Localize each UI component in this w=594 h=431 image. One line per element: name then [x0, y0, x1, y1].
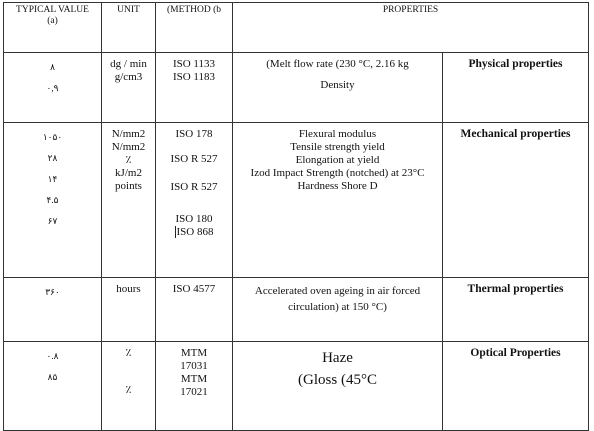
table-row [4, 53, 589, 123]
method: MTM 17031 [180, 347, 208, 372]
typical-value: ۰.۸ [46, 351, 59, 361]
typical-value: ۱۴ [47, 174, 58, 184]
typical-value: ۸۵ [47, 372, 58, 382]
units-cell [102, 342, 156, 431]
property: Hardness Shore D [297, 180, 378, 192]
header-typical-value-label: TYPICAL VALUE [16, 5, 89, 15]
method: ISO R 527 [170, 153, 218, 165]
property: Haze [322, 350, 353, 366]
typical-value: ۸ [50, 62, 55, 72]
methods-cell [156, 342, 233, 431]
methods-cell [156, 123, 233, 278]
units-cell [102, 123, 156, 278]
unit: dg / min [110, 58, 147, 70]
methods-cell [156, 53, 233, 123]
unit: g/cm3 [114, 71, 143, 83]
category-thermal: Thermal properties [443, 278, 589, 342]
typical-value: ۱۰۵۰ [42, 132, 63, 142]
properties-cell [233, 53, 443, 123]
category-optical: Optical Properties [443, 342, 589, 431]
method: ISO 868 [176, 226, 214, 238]
unit: hours [116, 283, 141, 295]
property: Tensile strength yield [290, 141, 385, 153]
typical-value: ۲۸ [47, 153, 58, 163]
unit: points [115, 180, 142, 192]
units-cell [102, 53, 156, 123]
unit: ٪ [125, 347, 132, 359]
method [156, 226, 232, 239]
properties-cell [233, 278, 443, 342]
category-physical: Physical properties [443, 53, 589, 123]
category-mechanical: Mechanical properties [443, 123, 589, 278]
units-cell [102, 278, 156, 342]
typical-value: ۰,۹ [46, 83, 59, 93]
property: Accelerated oven ageing in air forced circulation) at 150 °C) [254, 285, 421, 313]
property: Elongation at yield [295, 154, 380, 166]
methods-cell [156, 278, 233, 342]
header-method: (METHOD (b [156, 3, 233, 53]
method: ISO 178 [175, 128, 213, 140]
typical-values-cell [4, 278, 102, 342]
method: ISO R 527 [170, 181, 218, 193]
properties-cell [233, 342, 443, 431]
typical-value: ۳۶۰ [45, 287, 60, 297]
unit: kJ/m2 [115, 167, 142, 179]
unit: N/mm2 [111, 128, 146, 140]
unit: N/mm2 [111, 141, 146, 153]
typical-value: ۶۷ [47, 216, 58, 226]
typical-values-cell [4, 342, 102, 431]
properties-table [3, 2, 589, 431]
header-properties: PROPERTIES [233, 3, 589, 53]
typical-values-cell [4, 123, 102, 278]
method: ISO 1183 [172, 71, 216, 83]
property: Density [320, 79, 355, 91]
property: Izod Impact Strength (notched) at 23°C [250, 167, 425, 179]
properties-cell [233, 123, 443, 278]
property: (Gloss (45°C [298, 372, 377, 388]
unit: ٪ [125, 384, 132, 396]
table-row [4, 278, 589, 342]
typical-values-cell [4, 53, 102, 123]
unit: ٪ [125, 154, 132, 166]
method: MTM 17021 [180, 373, 208, 398]
header-row [4, 3, 589, 53]
method: ISO 180 [175, 213, 213, 225]
header-typical-value-sub: (a) [47, 16, 58, 26]
header-typical-value [4, 3, 102, 53]
header-unit: UNIT [102, 3, 156, 53]
typical-value: ۴.۵ [46, 195, 59, 205]
table-row [4, 123, 589, 278]
property: Flexural modulus [298, 128, 377, 140]
table-row [4, 342, 589, 431]
property: (Melt flow rate (230 °C, 2.16 kg [266, 58, 409, 70]
method: ISO 1133 [172, 58, 216, 70]
method: ISO 4577 [172, 283, 216, 295]
